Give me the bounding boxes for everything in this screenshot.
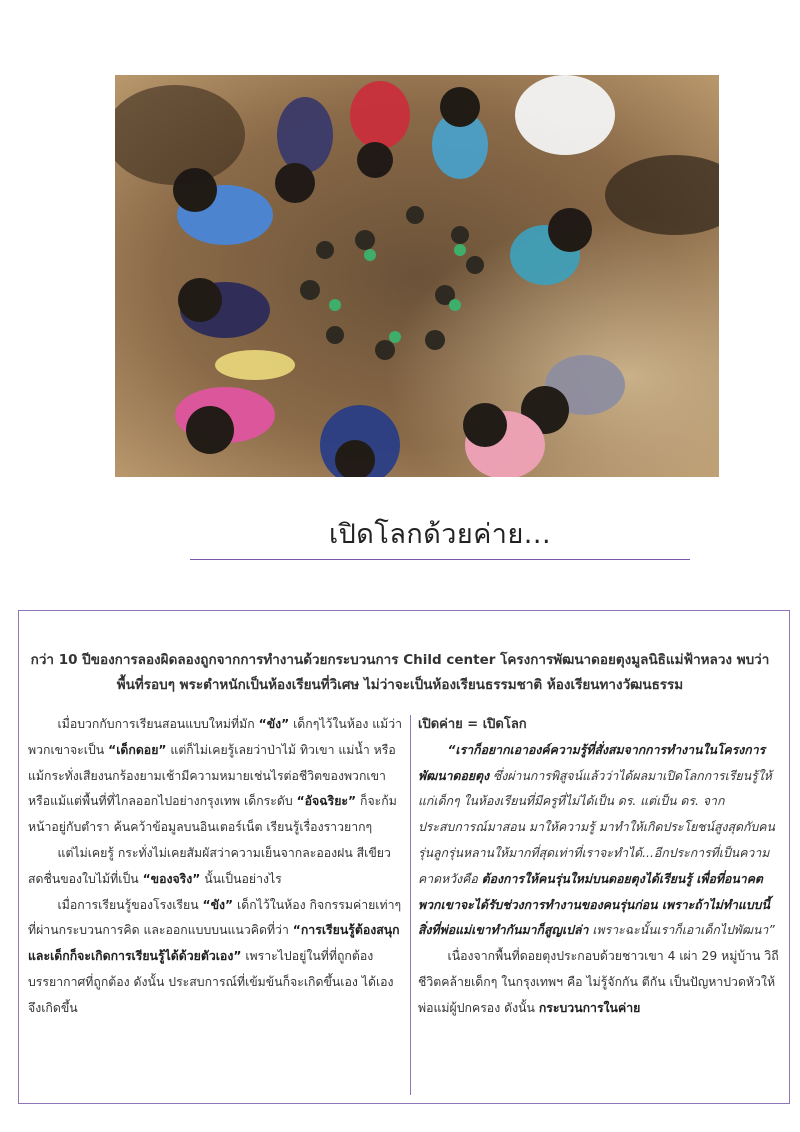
quote-paragraph: “เราก็อยากเอาองค์ความรู้ที่สั่งสมจากการทำงานในโครงการพัฒนาดอยตุง ซึ่งผ่านการพิสูจน์แล้วว่าได้ผลมาเปิดโลกการเรียนรู้ให้แก่เด็กๆ ในห้องเรียนที่มีครูที่ไม่ได้เป็น ดร. แต่เป็น ดร. จากประสบการณ์มาสอน มาให้ความรู้ มาทำให้เกิดประโยชน์สูงสุดกับคนรุ่นลูกรุ่นหลานให้มากที่สุดเท่าที่เราจะทำได้...อีกประการที่เป็นความคาดหวังคือ ต้องการให้คนรุ่นใหม่บนดอยตุงได้เรียนรู้ เพื่อที่อนาคตพวกเขาจะได้รับช่วงการทำงานของคนรุ่นก่อน เพราะถ้าไม่ทำแบบนี้ สิ่งที่พ่อแม่เขาทำกันมาก็สูญเปล่า เพราะฉะนั้นเราก็เอาเด็กไปพัฒนา” (418, 742, 775, 938)
left-paragraph-2: แต่ไม่เคยรู้ กระทั่งไม่เคยสัมผัสว่าความเย็นจากละอองฝน สีเขียวสดชื่นของใบไม้ที่เป็น “ของจริง” นั้นเป็นอย่างไร (28, 845, 391, 886)
left-paragraph-1: เมื่อบวกกับการเรียนสอนแบบใหม่ที่มัก “ขัง” เด็กๆไว้ในห้อง แม้ว่าพวกเขาจะเป็น “เด็กดอย” แต่ก็ไม่เคยรู้เลยว่าป่าไม้ ทิวเขา แม่น้ำ หรือ แม้กระทั่งเสียงนกร้องยามเช้ามีความหมายเช่นไรต่อชีวิตของพวกเขา หรือแม้แต่พื้นที่ที่ไกลออกไปอย่างกรุงเทพ เด็กระดับ “อัจฉริยะ” ก็จะก้มหน้าอยู่กับตำรา ค้นคว้าข้อมูลบนอินเตอร์เน็ต เรียนรู้เรื่องราวยากๆ (28, 717, 403, 835)
right-paragraph-2: เนื่องจากพื้นที่ดอยตุงประกอบด้วยชาวเขา 4 เผ่า 29 หมู่บ้าน วิถีชีวิตคล้ายเด็กๆ ในกรุงเทพฯ คือ ไม่รู้จักกัน ตีกัน เป็นปัญหาปวดหัวให้พ่อแม่ผู้ปกครอง ดังนั้น กระบวนการในค่าย (418, 949, 779, 1015)
section-heading: เปิดค่าย = เปิดโลก (418, 717, 527, 732)
right-column (418, 712, 782, 1022)
title-underline (190, 559, 690, 560)
page-title: เปิดโลกด้วยค่าย... (328, 519, 552, 550)
intro-paragraph: กว่า 10 ปีของการลองผิดลองถูกจากการทำงานด้วยกระบวนการ Child center โครงการพัฒนาดอยตุงมูลนิธิแม่ฟ้าหลวง พบว่า พื้นที่รอบๆ พระตำหนักเป็นห้องเรียนที่วิเศษ ไม่ว่าจะเป็นห้องเรียนธรรมชาติ ห้องเรียนทางวัฒนธรรม (30, 652, 770, 693)
column-divider (410, 715, 411, 1095)
left-paragraph-3: เมื่อการเรียนรู้ของโรงเรียน “ขัง” เด็กไว้ในห้อง กิจกรรมค่ายเท่าๆ ที่ผ่านกระบวนการคิด และออกแบบบนแนวคิดที่ว่า “การเรียนรู้ต้องสนุกและเด็กก็จะเกิดการเรียนรู้ได้ด้วยตัวเอง” เพราะไปอยู่ในที่ที่ถูกต้อง บรรยากาศที่ถูกต้อง ดังนั้น ประสบการณ์ที่เข้มข้นก็จะเกิดขึ้นเอง ได้เอง จึงเกิดขึ้น (28, 897, 402, 1015)
hero-photo (115, 75, 719, 477)
left-column (28, 712, 408, 1022)
